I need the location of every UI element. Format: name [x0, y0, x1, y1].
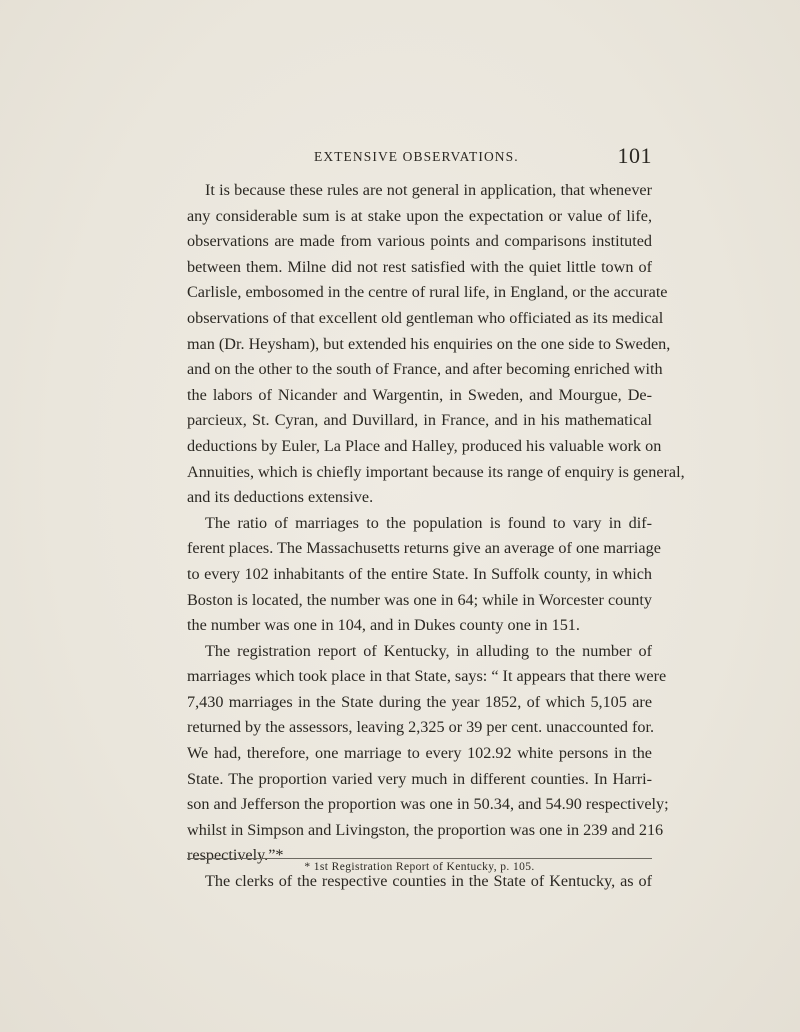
footnote-rule: [187, 858, 652, 859]
text-line: State. The proportion varied very much in different counties. In Harri-: [187, 769, 652, 788]
running-title: EXTENSIVE OBSERVATIONS.: [314, 149, 519, 164]
text-line: observations are made from various points and comparisons instituted: [187, 232, 652, 251]
paragraph: [187, 178, 685, 511]
text-line: the number was one in 104, and in Dukes county one in 151.: [187, 616, 580, 635]
text-line: any considerable sum is at stake upon the expectation or value of life,: [187, 206, 652, 225]
running-head: [187, 143, 652, 169]
text-line: We had, therefore, one marriage to every 102.92 white persons in the: [187, 744, 652, 763]
text-line: The clerks of the respective counties in the State of Kentucky, as of: [205, 872, 652, 891]
text-line: Boston is located, the number was one in 64; while in Worcester county: [187, 590, 652, 609]
text-line: son and Jefferson the proportion was one in 50.34, and 54.90 respectively;: [187, 795, 669, 814]
text-line: parcieux, St. Cyran, and Duvillard, in France, and in his mathematical: [187, 411, 652, 430]
text-line: The ratio of marriages to the population is found to vary in dif-: [205, 513, 652, 532]
text-line: between them. Milne did not rest satisfied with the quiet little town of: [187, 257, 652, 276]
text-line: Carlisle, embosomed in the centre of rural life, in England, or the accurate: [187, 283, 668, 302]
text-line: man (Dr. Heysham), but extended his enquiries on the one side to Sweden,: [187, 334, 671, 353]
text-line: to every 102 inhabitants of the entire State. In Suffolk county, in which: [187, 564, 652, 583]
text-line: It is because these rules are not general in application, that whenever: [205, 181, 652, 199]
text-line: Annuities, which is chiefly important because its range of enquiry is general,: [187, 462, 685, 481]
text-line: whilst in Simpson and Livingston, the proportion was one in 239 and 216: [187, 820, 664, 839]
text-line: observations of that excellent old gentleman who officiated as its medical: [187, 308, 664, 327]
text-line: deductions by Euler, La Place and Halley, produced his valuable work on: [187, 436, 662, 455]
text-line: returned by the assessors, leaving 2,325 or 39 per cent. unaccounted for.: [187, 718, 655, 737]
text-line: marriages which took place in that State, says: “ It appears that there were: [187, 667, 667, 686]
text-line: 7,430 marriages in the State during the year 1852, of which 5,105 are: [187, 692, 652, 711]
text-line: ferent places. The Massachusetts returns give an average of one marriage: [187, 539, 661, 558]
text-line: and its deductions extensive.: [187, 488, 374, 507]
text-line: respectively.”*: [187, 846, 284, 865]
footnote: * 1st Registration Report of Kentucky, p. 105.: [304, 861, 535, 873]
paragraph: [187, 511, 661, 639]
text-line: and on the other to the south of France, and after becoming enriched with: [187, 360, 663, 379]
page-number: 101: [617, 143, 652, 168]
text-line: the labors of Nicander and Wargentin, in Sweden, and Mourgue, De-: [187, 385, 652, 404]
text-line: The registration report of Kentucky, in alluding to the number of: [205, 641, 652, 660]
body-text: [187, 178, 685, 895]
paragraph: [187, 639, 669, 869]
